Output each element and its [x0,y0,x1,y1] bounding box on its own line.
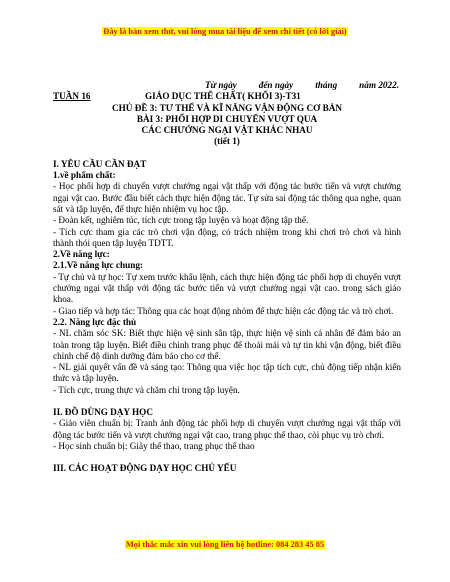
document-body [53,80,401,475]
subheading-qualities: 1.về phẩm chất: [53,170,116,181]
period-label: (tiết 1) [214,136,240,147]
section-1-heading: I. YÊU CẦU CẦN ĐẠT [53,158,147,169]
section-3-heading: III. CÁC HOẠT ĐỘNG DẠY HỌC CHỦ YẾU [53,463,237,474]
paragraph: - Học sinh chuẩn bị: Giày thể thao, trang phục thể thao [53,440,255,451]
topic-title: CHỦ ĐỀ 3: TƯ THẾ VÀ KĨ NĂNG VẬN ĐỘNG CƠ BẢN [112,102,342,113]
lesson-title-2: CÁC CHƯỚNG NGẠI VẬT KHÁC NHAU [141,125,313,136]
subject-title: GIÁO DỤC THỂ CHẤT( KHỐI 3)-T31 [145,91,301,102]
paragraph: - Tích cực tham gia các trò chơi vận động, có trách nhiệm trong khi chơi trò chơi và hình thành thói quen tập luyện TDTT. [53,226,401,248]
week-label: TUẦN 16 [53,91,91,102]
lesson-title-1: BÀI 3: PHỐI HỢP DI CHUYỂN VƯỢT QUA [136,113,318,124]
paragraph: - Tích cực, trung thực và chăm chỉ trong tập luyện. [53,384,240,395]
hotline-banner: Mọi thắc mắc xin vui lòng liên hệ hotline: 084 283 45 85 [125,540,325,549]
paragraph: - Giao tiếp và hợp tác: Thông qua các hoạt động nhóm để thực hiện các động tác và trò chơi. [53,305,394,316]
paragraph: - NL chăm sóc SK: Biết thực hiện vệ sinh sân tập, thực hiện vệ sinh cá nhân để đảm bảo an toàn trong tập luyện. Biết điều chỉnh trang phục để thoải mái và tự tin khi vận động, biết điều chỉnh chế độ dinh dưỡng đảm bảo cho cơ thể. [53,328,401,361]
subheading-competence: 2.Về năng lực: [53,249,110,260]
paragraph: - Tự chủ và tự học: Tự xem trước khẩu lệnh, cách thực hiện động tác phối hợp di chuyển vượt chướng ngại vật thấp với động tác bước tiến và vượt chướng ngại vật cao. trong sách giáo khoa. [53,271,401,305]
subheading-specific-competence: 2.2. Năng lực đặc thù [53,316,137,327]
paragraph: - Đoàn kết, nghiêm túc, tích cực trong tập luyện và hoạt động tập thể. [53,215,309,226]
date-line: Từ ngày đến ngày tháng năm 2022. [204,80,399,90]
subheading-general-competence: 2.1.Về năng lực chung: [53,260,143,271]
preview-notice-banner: Đây là bản xem thử, vui lòng mua tài liệu để xem chi tiết (có lời giải) [103,27,347,36]
section-2-heading: II. ĐỒ DÙNG DẠY HỌC [53,407,153,418]
paragraph: - Học phối hợp di chuyển vượt chướng ngại vật thấp với động tác bước tiến và vượt chướng ngại vật cao. Bước đầu biết cách thực hiện động tác. Tự sửa sai động tác thông qua nghe, quan sát và tập luyện, để thực hiện nhiệm vụ học tập. [53,181,401,214]
paragraph: - NL giải quyết vấn đề và sáng tạo: Thông qua việc học tập tích cực, chủ động tiếp nhận kiến thức và tập luyện. [53,362,401,384]
week-subject-line [53,91,401,102]
paragraph: - Giáo viên chuẩn bị: Tranh ảnh động tác phối hợp di chuyển vượt chướng ngại vật thấp với động tác bước tiến và vượt chướng ngại vật cao, trang phục thể thao, còi phục vụ trò chơi. [53,418,401,440]
